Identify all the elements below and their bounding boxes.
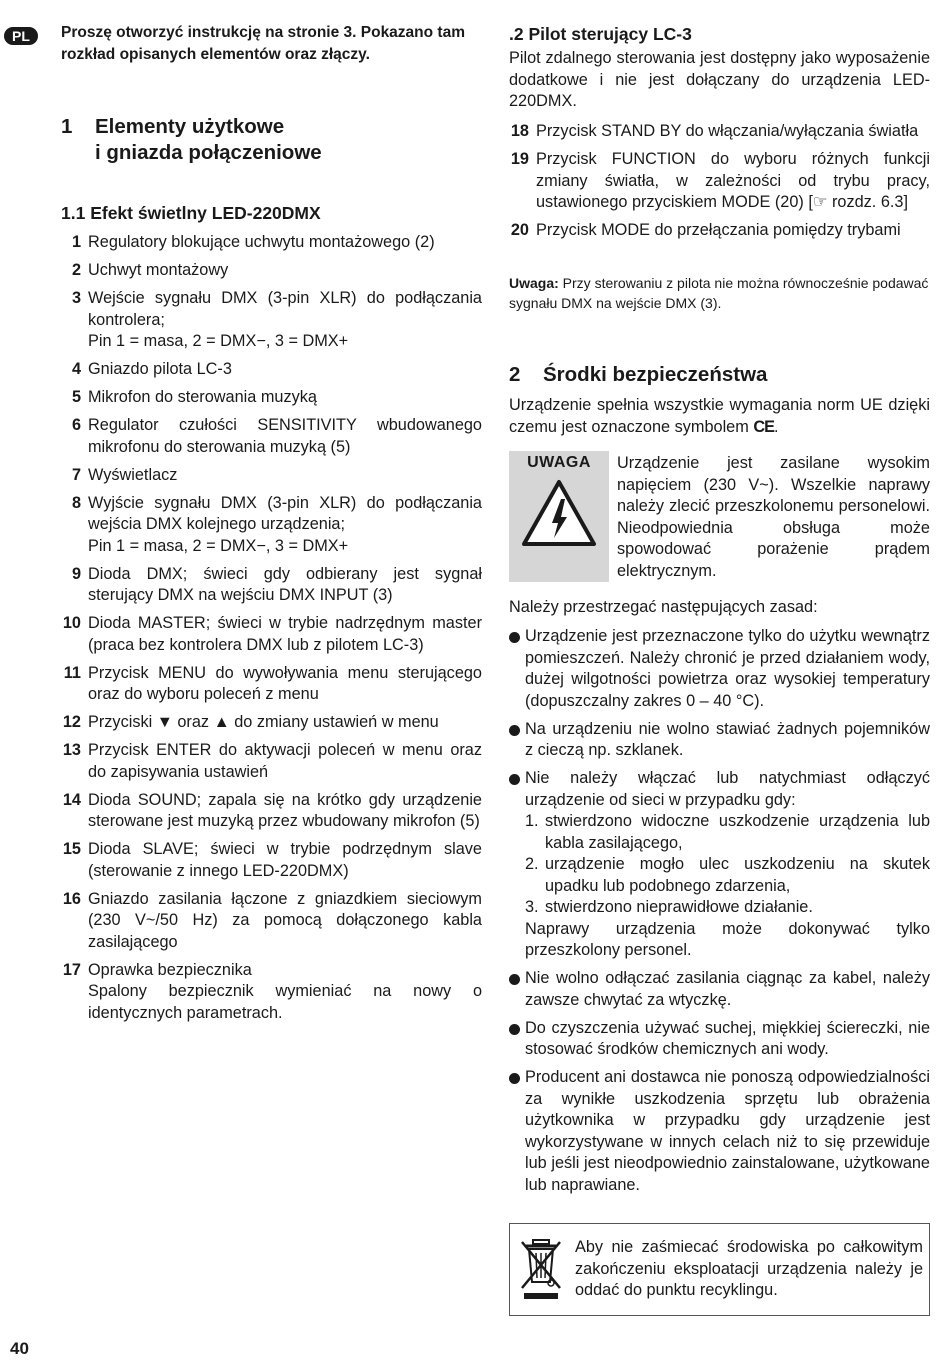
bullet-icon [509,632,520,643]
sub-list-item [525,897,930,919]
item-number: 19 [510,150,529,168]
intro-text: Proszę otworzyć instrukcję na stronie 3. Pokazano tam rozkład opisanych elementów oraz złączy. [61,24,465,63]
item-text: Wyjście sygnału DMX (3-pin XLR) do podłączania wejścia DMX kolejnego urządzenia; Pin 1 = masa, 2 = DMX−, 3 = DMX+ [88,493,482,555]
item-text: Regulatory blokujące uchwytu montażowego (2) [88,233,435,251]
item-number: 18 [510,122,529,140]
list-item [509,149,930,214]
item-number: 2 [71,261,81,279]
item-number: 4 [71,360,81,378]
bullet-icon [509,774,520,785]
list-item [61,889,482,954]
safety-rules-list [509,626,930,1203]
remote-element-list [509,121,930,248]
list-item-text: Do czyszczenia używać suchej, miękkiej ściereczki, nie stosować środków chemicznych ani wody. [525,1018,930,1058]
item-text: Wyświetlacz [88,465,178,484]
item-number: 6 [71,416,81,434]
sub-item-number: 3. [525,898,539,916]
note-label: Uwaga: [509,275,559,291]
list-item [509,968,930,1011]
section-number: 1 [61,115,73,138]
item-number: 1 [71,233,81,251]
list-item [61,564,482,607]
high-voltage-icon [521,479,597,547]
item-text: Przyciski ▼ oraz ▲ do zmiany ustawień w menu [88,713,439,731]
list-item [61,960,482,1025]
list-item [509,1067,930,1196]
item-text: Wejście sygnału DMX (3-pin XLR) do podłączania kontrolera; Pin 1 = masa, 2 = DMX−, 3 = DMX+ [88,289,482,350]
item-number: 3 [71,289,81,307]
item-text: Dioda MASTER; świeci w trybie nadrzędnym master (praca bez kontrolera DMX lub z pilotem LC-3) [88,614,482,654]
list-item-text: Nie wolno odłączać zasilania ciągnąc za kabel, należy zawsze chwytać za wtyczkę. [525,969,930,1009]
list-item [509,1018,930,1061]
item-number: 11 [63,663,81,682]
note-text: Przy sterowaniu z pilota nie można równocześnie podawać sygnału DMX na wejście DMX (3). [509,275,929,311]
item-text: Uchwyt montażowy [88,261,229,279]
ce-mark: CE [753,417,774,436]
list-item [61,387,482,409]
rules-intro: Należy przestrzegać następujących zasad: [509,598,818,616]
crossed-bin-icon [518,1236,564,1302]
list-item [61,493,482,558]
bullet-icon [509,725,520,736]
warning-text: Urządzenie jest zasilane wysokim napięciem (230 V~). Wszelkie naprawy należy zlecić przeszkolonemu personelowi. Nieodpowiednia obsługa może spowodować porażenie prądem elektrycznym. [617,454,930,580]
element-list [61,232,482,1031]
sub-list-item [525,854,930,897]
item-number: 17 [62,960,81,979]
warning-box [509,451,930,582]
item-number: 13 [62,741,81,759]
item-number: 8 [71,493,81,512]
list-item-text: Producent ani dostawca nie ponoszą odpowiedzialności za wynikłe uszkodzenia sprzętu lub obrażenia użytkownika w przypadku gdy urządzenie jest wykorzystywane w innych celach niż to się przewiduje lub jeśli jest nieodpowiednio zainstalowane, użytkowane lub naprawiane. [525,1068,930,1194]
list-item [61,613,482,656]
item-text: Przycisk STAND BY do włączania/wyłączania światła [536,122,919,140]
item-text: Gniazdo zasilania łączone z gniazdkiem sieciowym (230 V~/50 Hz) za pomocą dołączonego kabla zasilającego [88,889,482,951]
sub-item-number: 1. [525,812,539,830]
bullet-icon [509,974,520,985]
section-1-heading [61,114,322,166]
item-number: 9 [71,564,81,583]
list-item [509,768,930,962]
item-text: Dioda DMX; świeci gdy odbierany jest sygnał sterujący DMX na wejściu DMX INPUT (3) [88,564,482,604]
list-item [61,288,482,353]
item-text: Oprawka bezpiecznika Spalony bezpiecznik wymieniać na nowy o identycznych parametrach. [88,960,482,1022]
list-item [509,121,930,143]
item-text: Dioda SLAVE; świeci w trybie podrzędnym slave (sterowanie z innego LED-220DMX) [88,840,482,880]
compliance-end: . [773,417,779,436]
bullet-icon [509,1024,520,1035]
item-number: 7 [71,465,81,484]
list-item [61,359,482,381]
compliance-sentence: Urządzenie spełnia wszystkie wymagania norm UE dzięki czemu jest oznaczone symbolem [509,396,930,436]
list-item [61,415,482,458]
item-text: Przycisk MODE do przełączania pomiędzy trybami [536,221,901,239]
recycling-text: Aby nie zaśmiecać środowiska po całkowitym zakończeniu eksploatacji urządzenia należy je oddać do punktu recyklingu. [575,1238,923,1299]
list-item [61,260,482,282]
item-number: 10 [62,614,81,632]
list-item [509,220,930,242]
section-title-line1: Elementy użytkowe [95,115,285,138]
item-number: 5 [71,388,81,406]
list-item [509,719,930,762]
item-number: 14 [62,790,81,809]
item-number: 20 [510,221,529,239]
list-item [509,626,930,712]
recycling-box [509,1223,930,1316]
item-text: Przycisk MENU do wywoływania menu sterującego oraz do wyboru poleceń z menu [88,663,482,703]
section-title: Środki bezpieczeństwa [543,363,768,386]
subsection-1-2-heading: .2 Pilot sterujący LC-3 [509,24,692,44]
item-text: Mikrofon do sterowania muzyką [88,388,317,406]
list-item [61,790,482,833]
item-number: 15 [62,840,81,858]
page-number: 40 [10,1339,29,1358]
bullet-icon [509,1073,520,1084]
remote-intro-text: Pilot zdalnego sterowania jest dostępny jako wyposażenie dodatkowe i nie jest dołączany do urządzenia LED-220DMX. [509,49,930,110]
sub-item-number: 2. [525,855,539,873]
list-item [61,740,482,783]
warning-label: UWAGA [527,454,591,471]
sub-item-text: urządzenie mogło ulec uszkodzeniu na skutek upadku lub podobnego zdarzenia, [545,855,930,895]
item-number: 16 [62,889,81,908]
list-item-text: Urządzenie jest przeznaczone tylko do użytku wewnątrz pomieszczeń. Należy chronić je przed działaniem wody, dużej wilgotności powietrza oraz wysokiej temperatury (dopuszczalny zakres 0 – 40 °C). [525,627,930,710]
section-number: 2 [509,363,521,386]
item-text: Dioda SOUND; zapala się na krótko gdy urządzenie sterowane jest muzyką przez wbudowany mikrofon (5) [88,790,482,830]
warning-panel [509,451,609,582]
list-item [61,465,482,487]
item-text: Przycisk ENTER do aktywacji poleceń w menu oraz do zapisywania ustawień [88,741,482,781]
section-2-heading [509,362,767,388]
compliance-text [509,395,930,438]
list-item-text: Na urządzeniu nie wolno stawiać żadnych pojemników z cieczą np. szklanek. [525,719,930,759]
list-item-text: Nie należy włączać lub natychmiast odłączyć urządzenie od sieci w przypadku gdy: [525,769,930,809]
item-number: 12 [62,713,81,731]
sub-list-item [525,811,930,854]
subsection-1-1-heading: 1.1 Efekt świetlny LED-220DMX [61,203,321,223]
list-item [61,232,482,254]
item-text: Przycisk FUNCTION do wyboru różnych funkcji zmiany światła, w zależności od trybu pracy, ustawionego przyciskiem MODE (20) [☞ rozdz. 6.3] [536,150,930,211]
list-item-text: Naprawy urządzenia może dokonywać tylko przeszkolony personel. [525,919,930,959]
list-item [61,712,482,734]
list-item [61,663,482,706]
note-paragraph [509,273,930,313]
sub-item-text: stwierdzono nieprawidłowe działanie. [545,898,813,916]
item-text: Gniazdo pilota LC-3 [88,360,232,378]
item-text: Regulator czułości SENSITIVITY wbudowanego mikrofonu do sterowania muzyką (5) [88,416,482,456]
section-title-line2: i gniazda połączeniowe [95,141,322,164]
language-badge: PL [4,27,38,45]
sub-item-text: stwierdzono widoczne uszkodzenie urządzenia lub kabla zasilającego, [545,812,930,852]
list-item [61,839,482,882]
